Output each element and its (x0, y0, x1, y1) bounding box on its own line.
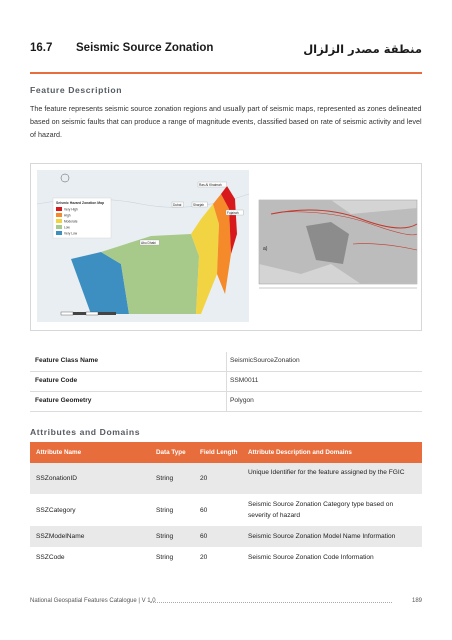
cell-description: Unique Identifier for the feature assigned by the FGIC (248, 469, 405, 476)
legend-label: High (64, 213, 71, 218)
map-image (31, 164, 421, 330)
attributes-heading: Attributes and Domains (30, 427, 141, 437)
legend-swatch (56, 213, 62, 217)
property-row-geometry (30, 392, 422, 412)
cell-data-type: String (156, 533, 174, 540)
legend-label: Low (64, 225, 70, 230)
cell-description: Seismic Source Zonation Model Name Information (248, 533, 396, 540)
property-value: Polygon (230, 397, 254, 404)
cell-description: Seismic Source Zonation Category type based on severity of hazard (248, 501, 394, 519)
legend-label: Very Low (64, 231, 78, 236)
cell-field-length: 20 (200, 554, 208, 561)
table-row (30, 494, 422, 526)
feature-description-heading: Feature Description (30, 85, 123, 95)
cell-data-type: String (156, 475, 174, 482)
legend-swatch (56, 219, 62, 223)
col-description: Attribute Description and Domains (248, 449, 352, 456)
cell-data-type: String (156, 554, 174, 561)
section-number: 16.7 (30, 42, 53, 54)
property-key: Feature Class Name (35, 357, 99, 364)
table-row (30, 463, 422, 494)
footer-text: National Geospatial Features Catalogue | V 1.0 (30, 598, 156, 604)
col-data-type: Data Type (156, 449, 186, 456)
city-label: Fujairah (227, 211, 239, 215)
cell-description: Seismic Source Zonation Code Information (248, 554, 374, 561)
section-title-arabic: منطقة مصدر الزلزال (303, 42, 422, 56)
table-header (30, 442, 422, 463)
legend-swatch (56, 225, 62, 229)
city-label: Abu Dhabi (141, 241, 156, 245)
section-header (30, 42, 422, 58)
cell-field-length: 20 (200, 475, 208, 482)
property-value: SSM0011 (230, 377, 259, 384)
section-title: Seismic Source Zonation (76, 42, 214, 54)
cell-attribute-name: SSZCategory (36, 507, 76, 514)
property-key: Feature Geometry (35, 397, 92, 404)
city-label: Sharjah (193, 203, 204, 207)
legend-swatch (56, 207, 62, 211)
inset-label: a) (263, 246, 268, 252)
feature-description-text: The feature represents seismic source zonation regions and usually part of seismic maps, represented as zones delineated based on seismic faults that can produce a range of magnitude events, classified based on rate of seismic activity and level of hazard. (30, 104, 422, 139)
legend-title: Seismic Hazard Zonation Map (56, 201, 105, 205)
seismic-zonation-map-figure (30, 163, 422, 331)
property-row-code (30, 372, 422, 392)
property-value: SeismicSourceZonation (230, 357, 300, 364)
table-row (30, 547, 422, 568)
cell-attribute-name: SSZModelName (36, 533, 85, 540)
cell-data-type: String (156, 507, 174, 514)
city-label: Dubai (173, 203, 182, 207)
cell-field-length: 60 (200, 533, 208, 540)
legend-label: Moderate (64, 219, 78, 224)
property-key: Feature Code (35, 377, 78, 384)
header-divider (30, 72, 422, 74)
table-row (30, 526, 422, 547)
legend-label: Very High (64, 207, 78, 212)
footer-leader (150, 602, 392, 603)
legend-swatch (56, 231, 62, 235)
col-field-length: Field Length (200, 449, 238, 456)
cell-attribute-name: SSZCode (36, 554, 65, 561)
property-row-class-name (30, 352, 422, 372)
cell-attribute-name: SSZonationID (36, 475, 78, 482)
col-attribute-name: Attribute Name (36, 449, 82, 456)
city-label: Ras Al Khaimah (199, 183, 222, 187)
cell-field-length: 60 (200, 507, 208, 514)
page-number: 189 (411, 598, 422, 604)
page-footer (30, 598, 422, 610)
